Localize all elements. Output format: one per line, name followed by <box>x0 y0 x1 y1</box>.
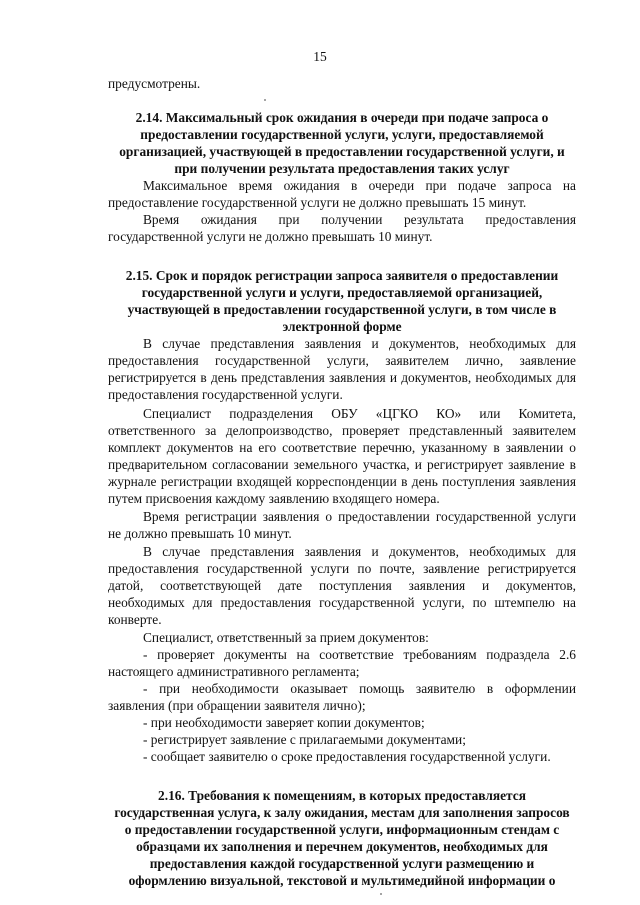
text-line: предоставление государственной услуги не должно превышать 15 минут. <box>108 195 527 210</box>
text-line: регистрируется в день представления заявления и документов, необходимых для <box>108 370 576 385</box>
text-line: журнале регистрации входящей корреспонденции в день поступления заявления <box>108 474 576 489</box>
section-heading-line: предоставления каждой государственной услуги размещению и <box>149 856 535 871</box>
scan-speck <box>380 893 382 895</box>
text-line: В случае представления заявления и документов, необходимых для <box>143 336 576 351</box>
text-line: Время ожидания при получении результата предоставления <box>143 212 576 227</box>
text-line: Специалист, ответственный за прием документов: <box>143 630 429 645</box>
text-line: предоставления государственной услуги. <box>108 387 343 402</box>
page-number: 15 <box>313 49 327 64</box>
text-line: необходимых для предоставления государственной услуги, по штемпелю на <box>108 595 576 610</box>
text-line: предоставления государственной услуги по почте, заявление регистрируется <box>108 561 576 576</box>
section-heading-line: при получении результата предоставления таких услуг <box>174 161 510 176</box>
list-item: - сообщает заявителю о сроке предоставления государственной услуги. <box>143 749 551 764</box>
text-line: Время регистрации заявления о предоставлении государственной услуги <box>143 509 576 524</box>
list-item: - регистрирует заявление с прилагаемыми документами; <box>143 732 466 747</box>
text-line: ответственного за делопроизводство, проверяет представленный заявителем <box>108 423 576 438</box>
text-line: датой, соответствующей дате поступления заявления и документов, <box>108 578 576 593</box>
text-line: предоставления государственной услуги, заявителем лично, заявление <box>108 353 576 368</box>
section-heading-line: участвующей в предоставлении государственной услуги, в том числе в <box>127 302 557 317</box>
list-item: - при необходимости оказывает помощь заявителю в оформлении <box>143 681 576 696</box>
list-item: - проверяет документы на соответствие требованиям подраздела 2.6 <box>143 647 576 662</box>
text-line: конверте. <box>108 612 162 627</box>
text-line: Максимальное время ожидания в очереди при подаче запроса на <box>143 178 576 193</box>
section-heading-line: электронной форме <box>282 319 402 334</box>
text-line: не должно превышать 10 минут. <box>108 526 292 541</box>
section-heading-2-15: 2.15. Срок и порядок регистрации запроса заявителя о предоставлении <box>125 268 559 283</box>
section-heading-line: оформлению визуальной, текстовой и мультимедийной информации о <box>128 873 556 888</box>
text-line: государственной услуги не должно превышать 10 минут. <box>108 229 433 244</box>
text-line: путем присвоения каждому заявлению входящего номера. <box>108 491 440 506</box>
text-line: предусмотрены. <box>108 76 201 91</box>
list-item: - при необходимости заверяет копии документов; <box>143 715 425 730</box>
section-heading-2-14: 2.14. Максимальный срок ожидания в очереди при подаче запроса о <box>135 110 549 125</box>
scan-speck <box>264 99 266 101</box>
section-heading-line: предоставлении государственной услуги, услуги, предоставляемой <box>140 127 544 142</box>
section-heading-line: государственной услуги и услуги, предоставляемой организацией, <box>141 285 543 300</box>
section-heading-line: организацией, участвующей в предоставлении государственной услуги, и <box>119 144 565 159</box>
text-line: комплект документов на его соответствие перечню, указанному в заявлении о <box>108 440 576 455</box>
text-line: настоящего административного регламента; <box>108 664 360 679</box>
text-line: предварительном согласовании земельного участка, и регистрирует заявление в <box>108 457 576 472</box>
section-heading-line: образцами их заполнения и перечнем документов, необходимых для <box>136 839 548 854</box>
text-line: В случае представления заявления и документов, необходимых для <box>143 544 576 559</box>
section-heading-line: государственная услуга, к залу ожидания, местам для заполнения запросов <box>114 805 570 820</box>
section-heading-2-16: 2.16. Требования к помещениям, в которых предоставляется <box>158 788 526 803</box>
section-heading-line: о предоставлении государственной услуги, информационным стендам с <box>124 822 560 837</box>
text-line: заявления (при обращении заявителя лично); <box>108 698 366 713</box>
text-line: Специалист подразделения ОБУ «ЦГКО КО» или Комитета, <box>143 406 576 421</box>
